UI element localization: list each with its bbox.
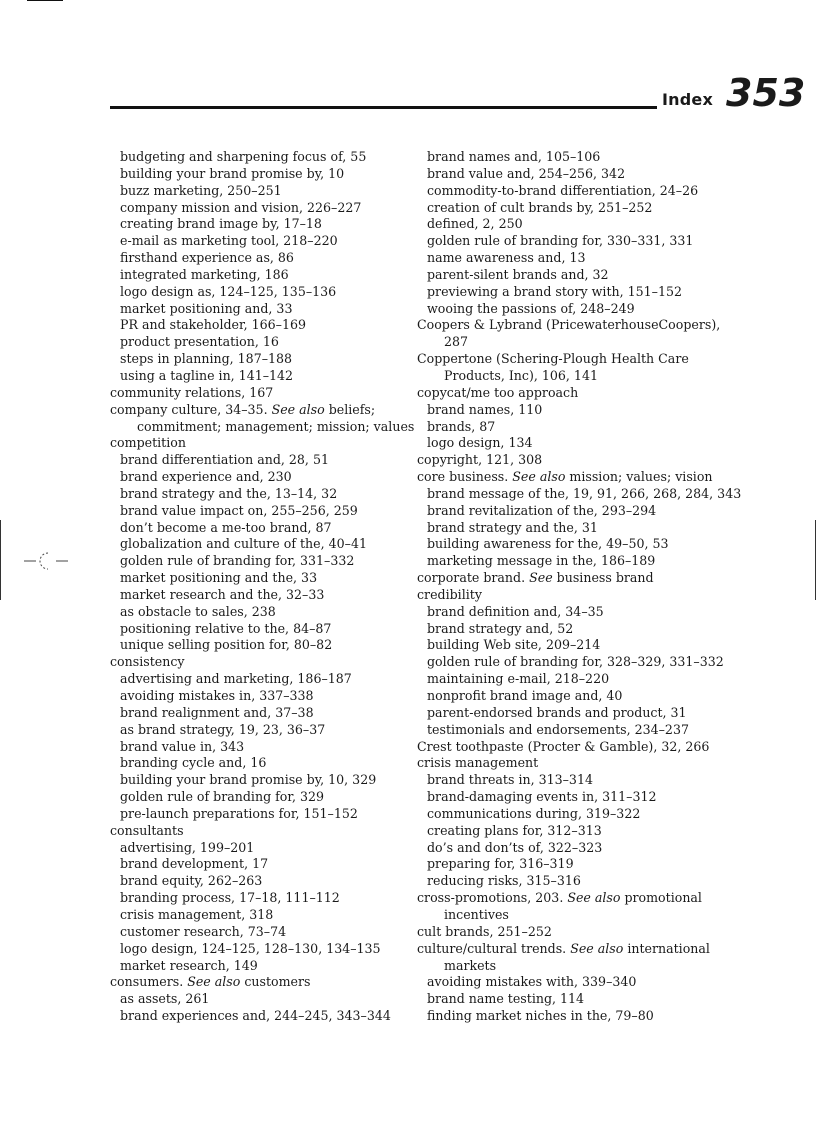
entry-text: golden rule of branding for, 328–329, 331–332 [427, 654, 724, 670]
index-subentry [110, 958, 414, 975]
index-subentry [110, 452, 414, 469]
entry-text: brands, 87 [427, 418, 496, 434]
index-subentry [417, 671, 741, 688]
index-subentry [417, 705, 741, 722]
entry-text: logo design as, 124–125, 135–136 [120, 283, 337, 299]
index-subentry [417, 991, 741, 1008]
cross-reference-target: mission; values; vision [565, 469, 713, 485]
index-subentry [417, 873, 741, 890]
index-entry [417, 317, 741, 351]
index-subentry [417, 250, 741, 267]
index-subentry [417, 520, 741, 537]
index-entry [417, 890, 741, 924]
entry-text: crisis management [417, 755, 539, 771]
index-subentry [110, 149, 414, 166]
index-subentry [110, 183, 414, 200]
entry-text: globalization and culture of the, 40–41 [120, 536, 367, 552]
entry-text: avoiding mistakes in, 337–338 [120, 688, 314, 703]
index-subentry [417, 806, 741, 823]
index-subentry [110, 284, 414, 301]
index-entry [417, 924, 741, 941]
entry-text: building your brand promise by, 10, 329 [120, 772, 377, 788]
left-margin-mark [0, 520, 1, 600]
entry-text: firsthand experience as, 86 [120, 250, 294, 266]
cross-reference-target: international [623, 940, 710, 956]
index-subentry [417, 435, 741, 452]
entry-text: as obstacle to sales, 238 [120, 603, 276, 619]
index-subentry [417, 722, 741, 739]
index-subentry [110, 604, 414, 621]
entry-text: company mission and vision, 226–227 [120, 199, 362, 215]
index-subentry [110, 1008, 414, 1025]
index-subentry [110, 621, 414, 638]
index-subentry [417, 840, 741, 857]
entry-text: advertising and marketing, 186–187 [120, 671, 352, 687]
entry-text: previewing a brand story with, 151–152 [427, 283, 682, 299]
entry-text: core business. [417, 469, 513, 485]
index-column-right [417, 149, 741, 1025]
index-subentry [417, 856, 741, 873]
entry-text: logo design, 124–125, 128–130, 134–135 [120, 940, 381, 956]
index-subentry [110, 250, 414, 267]
see-also-reference: See also [187, 974, 241, 990]
entry-text: e-mail as marketing tool, 218–220 [120, 233, 338, 249]
entry-text: brand revitalization of the, 293–294 [427, 502, 657, 518]
entry-text: wooing the passions of, 248–249 [427, 300, 635, 316]
index-subentry [110, 267, 414, 284]
entry-text: community relations, 167 [110, 384, 274, 400]
index-subentry [417, 1008, 741, 1025]
entry-text: marketing message in the, 186–189 [427, 553, 656, 569]
entry-text: brand-damaging events in, 311–312 [427, 789, 657, 805]
index-subentry [110, 873, 414, 890]
index-subentry [110, 806, 414, 823]
index-subentry [417, 200, 741, 217]
entry-text: building your brand promise by, 10 [120, 165, 345, 181]
index-subentry [110, 705, 414, 722]
index-subentry [417, 536, 741, 553]
entry-text: brand differentiation and, 28, 51 [120, 452, 329, 468]
index-subentry [417, 284, 741, 301]
index-subentry [110, 587, 414, 604]
entry-text: Coppertone (Schering-Plough Health Care [417, 351, 689, 367]
registration-mark-icon [24, 550, 68, 572]
index-subentry [417, 604, 741, 621]
index-subentry [417, 301, 741, 318]
see-also-reference: See also [567, 890, 621, 906]
entry-text: golden rule of branding for, 331–332 [120, 553, 355, 569]
index-entry [110, 385, 414, 402]
index-subentry [417, 553, 741, 570]
entry-text: buzz marketing, 250–251 [120, 182, 282, 198]
index-column-left [110, 149, 414, 1025]
entry-text: building Web site, 209–214 [427, 637, 601, 653]
entry-text: parent-silent brands and, 32 [427, 266, 609, 282]
entry-text: brand experience and, 230 [120, 469, 292, 485]
entry-text: Crest toothpaste (Procter & Gamble), 32, 266 [417, 738, 710, 754]
entry-text: creating brand image by, 17–18 [120, 216, 322, 232]
index-subentry [110, 789, 414, 806]
see-also-reference: See also [570, 940, 624, 956]
index-subentry [417, 503, 741, 520]
index-subentry [110, 351, 414, 368]
header-rule [110, 106, 657, 109]
index-subentry [110, 924, 414, 941]
entry-text: creating plans for, 312–313 [427, 822, 602, 838]
index-subentry [110, 688, 414, 705]
entry-text: brand definition and, 34–35 [427, 603, 604, 619]
entry-text: creation of cult brands by, 251–252 [427, 199, 653, 215]
cross-reference-target: beliefs; [324, 401, 376, 417]
index-entry [110, 654, 414, 671]
index-subentry [417, 823, 741, 840]
entry-text: Coopers & Lybrand (PricewaterhouseCoopers), [417, 317, 721, 333]
entry-text: avoiding mistakes with, 339–340 [427, 974, 637, 990]
index-subentry [417, 637, 741, 654]
entry-text: product presentation, 16 [120, 334, 279, 350]
index-subentry [110, 301, 414, 318]
entry-text: logo design, 134 [427, 435, 533, 451]
index-subentry [110, 637, 414, 654]
index-subentry [110, 570, 414, 587]
index-subentry [110, 200, 414, 217]
entry-text: brand value in, 343 [120, 738, 245, 754]
entry-text: market positioning and, 33 [120, 300, 293, 316]
index-entry [417, 755, 741, 772]
entry-text: credibility [417, 586, 482, 602]
index-subentry [417, 166, 741, 183]
cross-reference-target: business brand [552, 570, 654, 586]
index-subentry [110, 941, 414, 958]
index-entry [417, 351, 741, 385]
entry-text: as brand strategy, 19, 23, 36–37 [120, 721, 326, 737]
entry-text: market positioning and the, 33 [120, 570, 318, 586]
entry-text: competition [110, 435, 186, 451]
index-entry [417, 739, 741, 756]
running-header-label: Index [662, 90, 713, 109]
entry-text: PR and stakeholder, 166–169 [120, 317, 307, 333]
entry-continuation: commitment; management; mission; values [137, 418, 415, 434]
top-crop-rule [27, 0, 63, 1]
entry-text: consumers. [110, 974, 188, 990]
entry-text: budgeting and sharpening focus of, 55 [120, 149, 367, 164]
entry-text: brand message of the, 19, 91, 266, 268, 284, 343 [427, 485, 742, 501]
entry-text: brand value and, 254–256, 342 [427, 165, 626, 181]
index-subentry [110, 536, 414, 553]
entry-text: brand strategy and the, 13–14, 32 [120, 485, 338, 501]
index-entry [417, 587, 741, 604]
entry-text: brand name testing, 114 [427, 991, 585, 1007]
index-subentry [110, 216, 414, 233]
entry-text: culture/cultural trends. [417, 940, 571, 956]
index-subentry [417, 149, 741, 166]
index-subentry [417, 789, 741, 806]
entry-continuation: Products, Inc), 106, 141 [444, 367, 598, 383]
index-subentry [110, 166, 414, 183]
entry-text: name awareness and, 13 [427, 250, 586, 266]
entry-text: do’s and don’ts of, 322–323 [427, 839, 603, 855]
entry-text: pre-launch preparations for, 151–152 [120, 805, 358, 821]
entry-continuation: markets [444, 957, 497, 973]
entry-text: brand strategy and the, 31 [427, 519, 598, 535]
entry-text: maintaining e-mail, 218–220 [427, 671, 610, 687]
entry-continuation: incentives [444, 906, 509, 922]
index-subentry [417, 974, 741, 991]
index-entry [417, 469, 741, 486]
index-subentry [110, 991, 414, 1008]
index-subentry [417, 688, 741, 705]
index-subentry [110, 739, 414, 756]
entry-text: consultants [110, 822, 184, 838]
index-subentry [110, 755, 414, 772]
entry-text: brand strategy and, 52 [427, 620, 574, 636]
entry-text: testimonials and endorsements, 234–237 [427, 721, 689, 737]
index-subentry [110, 368, 414, 385]
entry-text: unique selling position for, 80–82 [120, 637, 333, 653]
index-entry [417, 385, 741, 402]
index-subentry [110, 233, 414, 250]
index-subentry [110, 520, 414, 537]
entry-text: consistency [110, 654, 185, 670]
entry-text: parent-endorsed brands and product, 31 [427, 704, 687, 720]
entry-text: commodity-to-brand differentiation, 24–26 [427, 182, 699, 198]
entry-text: market research and the, 32–33 [120, 586, 325, 602]
index-subentry [110, 907, 414, 924]
entry-text: finding market niches in the, 79–80 [427, 1008, 654, 1024]
entry-text: brand realignment and, 37–38 [120, 704, 314, 720]
entry-text: golden rule of branding for, 329 [120, 789, 325, 805]
entry-text: steps in planning, 187–188 [120, 351, 293, 367]
entry-text: brand experiences and, 244–245, 343–344 [120, 1008, 391, 1024]
entry-text: brand value impact on, 255–256, 259 [120, 502, 358, 518]
index-subentry [110, 503, 414, 520]
entry-text: branding process, 17–18, 111–112 [120, 890, 340, 906]
see-also-reference: See also [512, 469, 566, 485]
index-entry [110, 435, 414, 452]
entry-text: brand threats in, 313–314 [427, 772, 593, 788]
entry-text: as assets, 261 [120, 991, 210, 1007]
index-entry [110, 974, 414, 991]
entry-text: defined, 2, 250 [427, 216, 523, 232]
index-subentry [417, 419, 741, 436]
entry-text: preparing for, 316–319 [427, 856, 574, 872]
index-subentry [110, 840, 414, 857]
index-subentry [110, 671, 414, 688]
entry-text: crisis management, 318 [120, 906, 274, 922]
entry-text: copycat/me too approach [417, 384, 579, 400]
entry-text: branding cycle and, 16 [120, 755, 267, 771]
entry-text: copyright, 121, 308 [417, 452, 543, 468]
cross-reference-target: customers [240, 974, 311, 990]
entry-text: advertising, 199–201 [120, 839, 255, 855]
index-subentry [417, 402, 741, 419]
entry-text: nonprofit brand image and, 40 [427, 688, 623, 703]
index-entry [110, 402, 414, 436]
entry-text: using a tagline in, 141–142 [120, 367, 294, 383]
see-also-reference: See [529, 570, 553, 586]
index-subentry [110, 334, 414, 351]
entry-text: golden rule of branding for, 330–331, 331 [427, 233, 694, 249]
entry-text: brand equity, 262–263 [120, 873, 263, 889]
index-subentry [417, 654, 741, 671]
index-subentry [417, 183, 741, 200]
index-entry [110, 823, 414, 840]
index-subentry [417, 233, 741, 250]
entry-text: cross-promotions, 203. [417, 890, 568, 906]
entry-text: corporate brand. [417, 570, 530, 586]
index-subentry [110, 890, 414, 907]
entry-text: customer research, 73–74 [120, 923, 287, 939]
entry-text: communications during, 319–322 [427, 805, 641, 821]
entry-text: company culture, 34–35. [110, 401, 272, 417]
index-entry [417, 570, 741, 587]
entry-text: market research, 149 [120, 957, 258, 973]
entry-text: reducing risks, 315–316 [427, 873, 581, 889]
page-number: 353 [726, 71, 806, 115]
index-subentry [110, 722, 414, 739]
index-subentry [110, 772, 414, 789]
index-subentry [417, 621, 741, 638]
cross-reference-target: promotional [620, 890, 702, 906]
index-subentry [417, 267, 741, 284]
entry-text: integrated marketing, 186 [120, 266, 289, 282]
index-subentry [110, 553, 414, 570]
index-entry [417, 941, 741, 975]
index-subentry [417, 772, 741, 789]
entry-text: positioning relative to the, 84–87 [120, 620, 332, 636]
entry-continuation: 287 [444, 334, 469, 350]
see-also-reference: See also [271, 401, 325, 417]
index-subentry [110, 486, 414, 503]
entry-text: brand development, 17 [120, 856, 269, 872]
index-subentry [110, 469, 414, 486]
index-subentry [417, 486, 741, 503]
entry-text: brand names, 110 [427, 401, 543, 417]
index-subentry [110, 856, 414, 873]
index-subentry [110, 317, 414, 334]
entry-text: don’t become a me-too brand, 87 [120, 519, 332, 535]
entry-text: building awareness for the, 49–50, 53 [427, 536, 669, 552]
entry-text: brand names and, 105–106 [427, 149, 601, 164]
index-subentry [417, 216, 741, 233]
index-entry [417, 452, 741, 469]
entry-text: cult brands, 251–252 [417, 923, 552, 939]
